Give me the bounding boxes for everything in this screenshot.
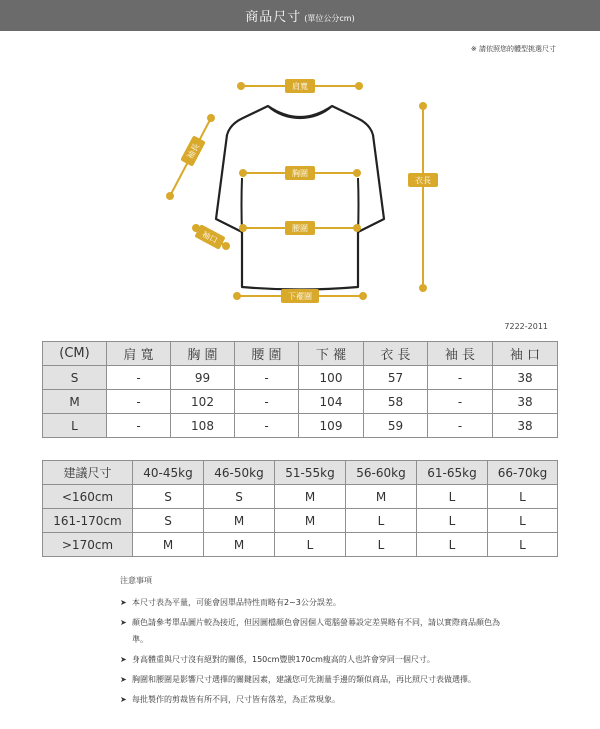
size-label-cell: M [43, 390, 107, 414]
rec-header-cell: 56-60kg [346, 461, 417, 485]
list-item [120, 671, 500, 688]
table-cell: M [346, 485, 417, 509]
height-label-cell: <160cm [43, 485, 133, 509]
size-table [42, 341, 558, 438]
size-header-cell: 下 襬 [299, 342, 364, 366]
table-cell: - [428, 366, 493, 390]
notes-list [120, 594, 500, 708]
size-header-cell: 胸 圍 [171, 342, 235, 366]
table-cell: 100 [299, 366, 364, 390]
table-cell: S [133, 509, 204, 533]
model-code: 7222-2011 [504, 322, 548, 331]
arrow-icon: ➤ [120, 655, 127, 664]
table-row [43, 485, 558, 509]
page-title: 商品尺寸 [245, 10, 302, 25]
size-header-cell: 衣 長 [364, 342, 428, 366]
table-cell: - [107, 414, 171, 438]
table-row [43, 390, 558, 414]
unit-label: (單位公分cm) [304, 14, 355, 23]
label-sleeve: 袖長 [185, 142, 202, 161]
table-cell: 99 [171, 366, 235, 390]
rec-header-cell: 40-45kg [133, 461, 204, 485]
table-cell: L [346, 509, 417, 533]
table-cell: 38 [493, 390, 558, 414]
table-row [43, 533, 558, 557]
table-cell: 104 [299, 390, 364, 414]
table-cell: 38 [493, 366, 558, 390]
size-header-cell: 腰 圍 [235, 342, 299, 366]
table-cell: - [235, 366, 299, 390]
size-label-cell: S [43, 366, 107, 390]
table-cell: M [275, 485, 346, 509]
table-cell: - [235, 390, 299, 414]
size-header-cell: 袖 長 [428, 342, 493, 366]
table-cell: L [275, 533, 346, 557]
table-cell: 38 [493, 414, 558, 438]
table-cell: L [417, 533, 488, 557]
rec-header-cell: 61-65kg [417, 461, 488, 485]
table-cell: M [204, 509, 275, 533]
notes-section [120, 575, 500, 711]
rec-header-cell: 66-70kg [488, 461, 558, 485]
recommendation-table [42, 460, 558, 557]
arrow-icon: ➤ [120, 598, 127, 607]
table-cell: - [107, 366, 171, 390]
list-item [120, 594, 500, 611]
note-text: 每批製作的剪裁皆有所不同，尺寸皆有落差，為正常現象。 [132, 695, 340, 704]
label-chest: 胸圍 [292, 169, 308, 178]
table-cell: S [204, 485, 275, 509]
label-cuff: 袖口 [200, 229, 219, 246]
size-label-cell: L [43, 414, 107, 438]
table-cell: L [488, 485, 558, 509]
label-length: 衣長 [415, 176, 431, 185]
armhole-right [358, 178, 359, 232]
label-shoulder: 肩寬 [292, 82, 308, 91]
table-cell: L [417, 485, 488, 509]
arrow-icon: ➤ [120, 618, 127, 627]
size-header-cell: 肩 寬 [107, 342, 171, 366]
table-cell: M [133, 533, 204, 557]
table-cell: 59 [364, 414, 428, 438]
label-waist: 腰圍 [292, 224, 308, 233]
rec-table-header-row [43, 461, 558, 485]
note-text: 顏色請參考單品圖片較為接近，但因圖檔顏色會因個人電腦螢幕設定差異略有不同，請以實際商品顏色為準。 [132, 618, 500, 644]
armhole-left [242, 178, 243, 232]
note-text: 本尺寸表為平量，可能會因單品特性而略有2~3公分誤差。 [132, 598, 341, 607]
size-advice-note: ※ 請依照您的體型挑選尺寸 [470, 45, 556, 53]
table-cell: 109 [299, 414, 364, 438]
size-table-header-row [43, 342, 558, 366]
list-item [120, 651, 500, 668]
note-text: 胸圍和腰圍是影響尺寸選擇的關鍵因素，建議您可先測量手邊的類似商品，再比照尺寸表做選擇。 [132, 675, 476, 684]
garment-diagram [0, 60, 600, 320]
table-cell: - [107, 390, 171, 414]
rec-header-cell: 建議尺寸 [43, 461, 133, 485]
table-cell: L [488, 533, 558, 557]
arrow-icon: ➤ [120, 675, 127, 684]
note-text: 身高體重與尺寸沒有絕對的關係，150cm豐腴170cm瘦高的人也許會穿同一個尺寸。 [132, 655, 435, 664]
rec-header-cell: 51-55kg [275, 461, 346, 485]
notes-title: 注意事項 [120, 576, 152, 585]
list-item [120, 614, 500, 648]
rec-header-cell: 46-50kg [204, 461, 275, 485]
table-row [43, 509, 558, 533]
arrow-icon: ➤ [120, 695, 127, 704]
table-cell: S [133, 485, 204, 509]
table-cell: L [346, 533, 417, 557]
table-cell: M [275, 509, 346, 533]
table-cell: 57 [364, 366, 428, 390]
page-header [0, 0, 600, 31]
table-cell: L [417, 509, 488, 533]
table-row [43, 414, 558, 438]
size-header-cell: (CM) [43, 342, 107, 366]
table-cell: - [428, 414, 493, 438]
table-cell: 102 [171, 390, 235, 414]
table-cell: 108 [171, 414, 235, 438]
table-cell: 58 [364, 390, 428, 414]
size-header-cell: 袖 口 [493, 342, 558, 366]
height-label-cell: 161-170cm [43, 509, 133, 533]
table-row [43, 366, 558, 390]
list-item [120, 691, 500, 708]
table-cell: M [204, 533, 275, 557]
height-label-cell: >170cm [43, 533, 133, 557]
label-hem: 下襬圍 [288, 292, 312, 301]
table-cell: - [235, 414, 299, 438]
table-cell: - [428, 390, 493, 414]
table-cell: L [488, 509, 558, 533]
